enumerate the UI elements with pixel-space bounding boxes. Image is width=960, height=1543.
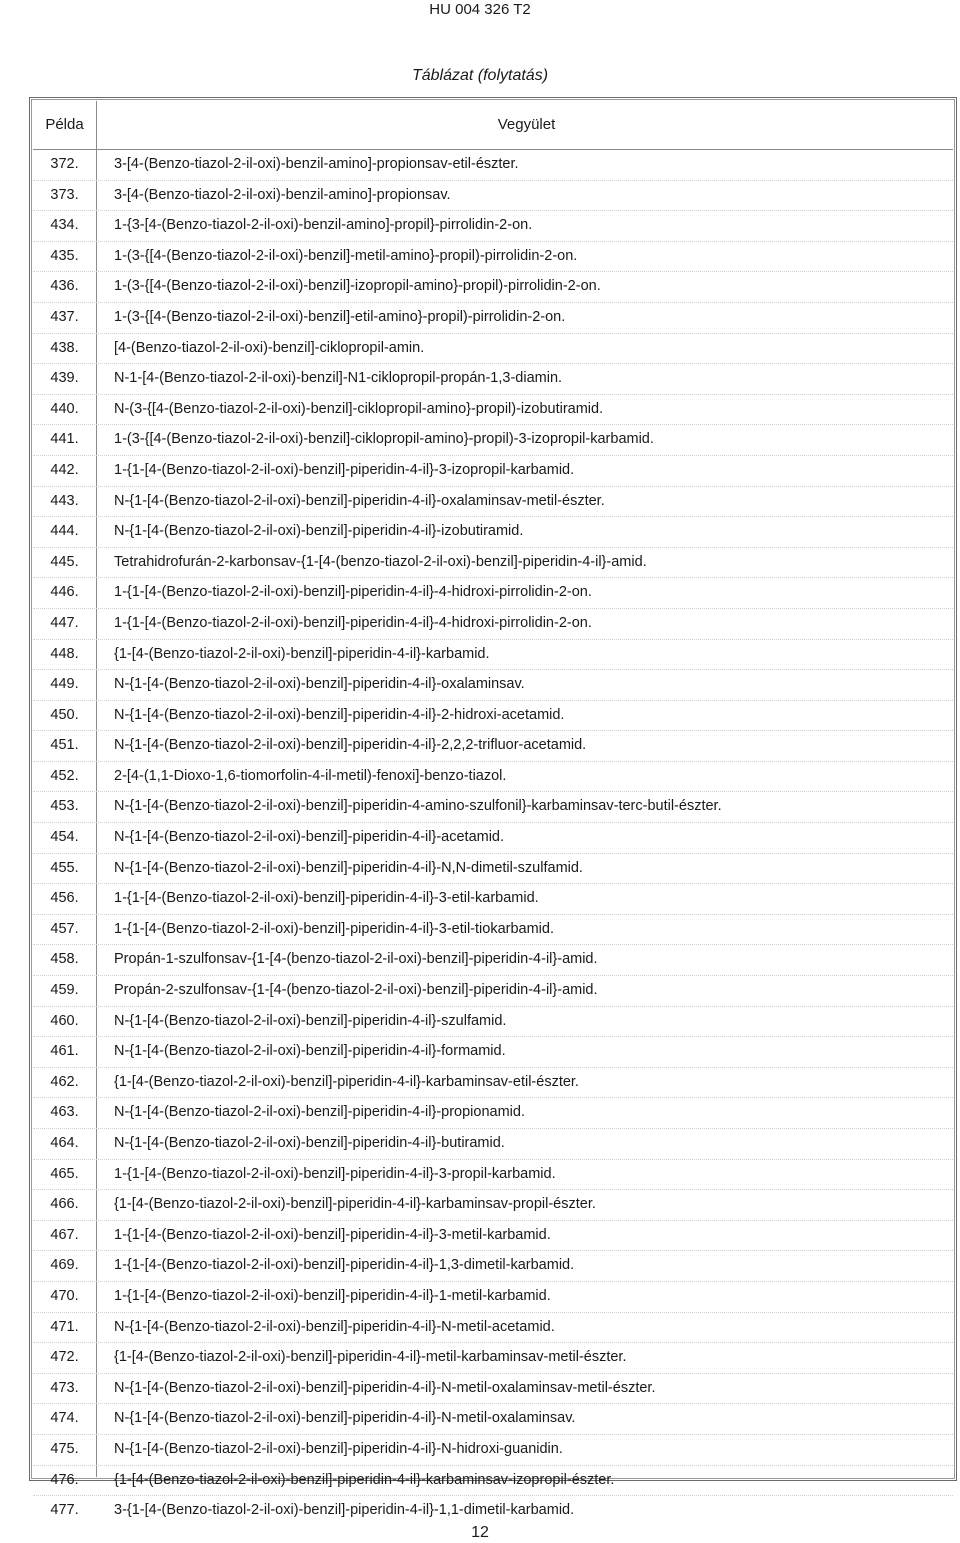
compound-name: 1-{3-[4-(Benzo-tiazol-2-il-oxi)-benzil-amino]-propil}-pirrolidin-2-on.: [114, 217, 533, 234]
example-number: 469.: [50, 1257, 79, 1274]
compound-name: 1-(3-{[4-(Benzo-tiazol-2-il-oxi)-benzil]-etil-amino}-propil)-pirrolidin-2-on.: [114, 308, 566, 325]
example-number: 458.: [50, 951, 79, 968]
example-number: 443.: [50, 492, 79, 509]
example-number: 438.: [50, 339, 79, 356]
example-number: 460.: [50, 1012, 79, 1029]
table-header-row: [33, 101, 953, 148]
example-number: 462.: [50, 1073, 79, 1090]
table-row: [33, 241, 953, 272]
example-number: 476.: [50, 1471, 79, 1488]
example-number: 372.: [50, 156, 79, 172]
table-row: [33, 486, 953, 517]
compound-name: N-{1-[4-(Benzo-tiazol-2-il-oxi)-benzil]-piperidin-4-il}-N-metil-acetamid.: [114, 1318, 555, 1335]
table-row: [33, 516, 953, 547]
table-row: [33, 1373, 953, 1404]
compound-name: 3-[4-(Benzo-tiazol-2-il-oxi)-benzil-amino]-propionsav-etil-észter.: [114, 156, 519, 172]
example-number: 448.: [50, 645, 79, 662]
table-row: [33, 1465, 953, 1496]
example-number: 457.: [50, 920, 79, 937]
compound-name: N-{1-[4-(Benzo-tiazol-2-il-oxi)-benzil]-piperidin-4-il}-formamid.: [114, 1043, 506, 1060]
example-number: 474.: [50, 1410, 79, 1427]
table-caption: Táblázat (folytatás): [411, 67, 549, 84]
table-row: [33, 1434, 953, 1465]
compound-name: N-{1-[4-(Benzo-tiazol-2-il-oxi)-benzil]-piperidin-4-il}-N-metil-oxalaminsav-metil-észter.: [114, 1379, 656, 1396]
example-number: 475.: [50, 1440, 79, 1457]
compound-name: N-{1-[4-(Benzo-tiazol-2-il-oxi)-benzil]-piperidin-4-il}-N-metil-oxalaminsav.: [114, 1410, 576, 1427]
table-row: [33, 1097, 953, 1128]
compound-name: 1-(3-{[4-(Benzo-tiazol-2-il-oxi)-benzil]-ciklopropil-amino}-propil)-3-izopropil-karbamid.: [114, 431, 654, 448]
table-row: [33, 394, 953, 425]
example-number: 435.: [50, 247, 79, 264]
compound-name: 1-{1-[4-(Benzo-tiazol-2-il-oxi)-benzil]-piperidin-4-il}-4-hidroxi-pirrolidin-2-on.: [114, 584, 592, 601]
compound-name: {1-[4-(Benzo-tiazol-2-il-oxi)-benzil]-piperidin-4-il}-karbamid.: [114, 645, 490, 662]
table-row: [33, 455, 953, 486]
example-number: 445.: [50, 553, 79, 570]
compound-name: 1-{1-[4-(Benzo-tiazol-2-il-oxi)-benzil]-piperidin-4-il}-3-propil-karbamid.: [114, 1165, 556, 1182]
example-number: 440.: [50, 400, 79, 417]
table-row: [33, 700, 953, 731]
example-number: 450.: [50, 706, 79, 723]
example-number: 467.: [50, 1226, 79, 1243]
compound-name: {1-[4-(Benzo-tiazol-2-il-oxi)-benzil]-piperidin-4-il}-karbaminsav-izopropil-észter.: [114, 1471, 615, 1488]
compound-table: [29, 97, 957, 1519]
table-row: [33, 608, 953, 639]
compound-name: 1-(3-{[4-(Benzo-tiazol-2-il-oxi)-benzil]-izopropil-amino}-propil)-pirrolidin-2-on.: [114, 278, 601, 295]
table-row: [33, 1281, 953, 1312]
table-row: [33, 1403, 953, 1434]
table-row: [33, 271, 953, 302]
compound-name: N-{1-[4-(Benzo-tiazol-2-il-oxi)-benzil]-piperidin-4-il}-acetamid.: [114, 829, 505, 846]
compound-name: N-{1-[4-(Benzo-tiazol-2-il-oxi)-benzil]-piperidin-4-il}-N,N-dimetil-szulfamid.: [114, 859, 583, 876]
table-row: [33, 883, 953, 914]
compound-name: Propán-1-szulfonsav-{1-[4-(benzo-tiazol-2-il-oxi)-benzil]-piperidin-4-il}-amid.: [114, 951, 598, 968]
example-number: 459.: [50, 982, 79, 999]
table-row: [33, 1189, 953, 1220]
example-number: 442.: [50, 461, 79, 478]
compound-name: 2-[4-(1,1-Dioxo-1,6-tiomorfolin-4-il-metil)-fenoxi]-benzo-tiazol.: [114, 767, 507, 784]
table-row: [33, 761, 953, 792]
compound-name: N-{1-[4-(Benzo-tiazol-2-il-oxi)-benzil]-piperidin-4-il}-szulfamid.: [114, 1012, 507, 1029]
example-number: 452.: [50, 767, 79, 784]
table-row: [33, 424, 953, 455]
table-row: [33, 150, 953, 180]
table-row: [33, 791, 953, 822]
example-number: 451.: [50, 737, 79, 754]
compound-name: 1-{1-[4-(Benzo-tiazol-2-il-oxi)-benzil]-piperidin-4-il}-4-hidroxi-pirrolidin-2-on.: [114, 614, 592, 631]
example-number: 464.: [50, 1135, 79, 1151]
example-number: 439.: [50, 370, 79, 387]
compound-name: {1-[4-(Benzo-tiazol-2-il-oxi)-benzil]-piperidin-4-il}-karbaminsav-propil-észter.: [114, 1196, 596, 1213]
table-row: [33, 1159, 953, 1190]
example-number: 447.: [50, 614, 79, 631]
table-row: [33, 1342, 953, 1373]
compound-name: [4-(Benzo-tiazol-2-il-oxi)-benzil]-ciklopropil-amin.: [114, 339, 425, 356]
compound-name: N-(3-{[4-(Benzo-tiazol-2-il-oxi)-benzil]-ciklopropil-amino}-propil)-izobutiramid.: [114, 400, 604, 417]
example-number: 373.: [50, 186, 79, 203]
compound-name: N-1-[4-(Benzo-tiazol-2-il-oxi)-benzil]-N1-ciklopropil-propán-1,3-diamin.: [114, 370, 563, 387]
compound-name: Propán-2-szulfonsav-{1-[4-(benzo-tiazol-2-il-oxi)-benzil]-piperidin-4-il}-amid.: [114, 982, 598, 999]
example-number: 466.: [50, 1196, 79, 1213]
compound-name: 3-[4-(Benzo-tiazol-2-il-oxi)-benzil-amino]-propionsav.: [114, 186, 451, 203]
example-number: 465.: [50, 1165, 79, 1182]
example-number: 454.: [50, 829, 79, 846]
table-row: [33, 639, 953, 670]
table-row: [33, 853, 953, 884]
table-row: [33, 1312, 953, 1343]
compound-name: {1-[4-(Benzo-tiazol-2-il-oxi)-benzil]-piperidin-4-il}-karbaminsav-etil-észter.: [114, 1073, 579, 1090]
table-row: [33, 577, 953, 608]
compound-name: N-{1-[4-(Benzo-tiazol-2-il-oxi)-benzil]-piperidin-4-il}-2-hidroxi-acetamid.: [114, 706, 565, 723]
example-number: 453.: [50, 798, 79, 815]
table-row: [33, 822, 953, 853]
example-number: 441.: [50, 431, 79, 448]
example-number: 449.: [50, 676, 79, 693]
example-number: 437.: [50, 308, 79, 325]
example-number: 436.: [50, 278, 79, 295]
compound-name: 1-{1-[4-(Benzo-tiazol-2-il-oxi)-benzil]-piperidin-4-il}-3-izopropil-karbamid.: [114, 461, 575, 478]
example-number: 471.: [50, 1318, 79, 1335]
table-row: [33, 944, 953, 975]
example-number: 470.: [50, 1287, 79, 1304]
example-number: 456.: [50, 890, 79, 907]
table-row: [33, 975, 953, 1006]
compound-name: 1-{1-[4-(Benzo-tiazol-2-il-oxi)-benzil]-piperidin-4-il}-1,3-dimetil-karbamid.: [114, 1257, 575, 1274]
compound-name: N-{1-[4-(Benzo-tiazol-2-il-oxi)-benzil]-piperidin-4-il}-izobutiramid.: [114, 523, 524, 540]
table-row: [33, 1036, 953, 1067]
compound-name: 3-{1-[4-(Benzo-tiazol-2-il-oxi)-benzil]-piperidin-4-il}-1,1-dimetil-karbamid.: [114, 1502, 575, 1519]
table-row: [33, 547, 953, 578]
table-row: [33, 914, 953, 945]
table-row: [33, 302, 953, 333]
table-row: [33, 210, 953, 241]
table-row: [33, 333, 953, 364]
example-number: 455.: [50, 859, 79, 876]
table-row: [33, 1495, 953, 1526]
column-header-compound: Vegyület: [497, 116, 556, 133]
compound-name: N-{1-[4-(Benzo-tiazol-2-il-oxi)-benzil]-piperidin-4-il}-N-hidroxi-guanidin.: [114, 1440, 563, 1457]
table-row: [33, 1128, 953, 1159]
example-number: 461.: [50, 1043, 79, 1060]
table-row: [33, 1006, 953, 1037]
compound-name: 1-(3-{[4-(Benzo-tiazol-2-il-oxi)-benzil]-metil-amino}-propil)-pirrolidin-2-on.: [114, 247, 578, 264]
table-row: [33, 1220, 953, 1251]
column-header-example: Példa: [45, 116, 84, 133]
compound-name: N-{1-[4-(Benzo-tiazol-2-il-oxi)-benzil]-piperidin-4-il}-butiramid.: [114, 1135, 505, 1151]
example-number: 434.: [50, 217, 79, 234]
compound-name: 1-{1-[4-(Benzo-tiazol-2-il-oxi)-benzil]-piperidin-4-il}-3-metil-karbamid.: [114, 1226, 551, 1243]
table-row: [33, 1250, 953, 1281]
table-row: [33, 669, 953, 700]
compound-name: {1-[4-(Benzo-tiazol-2-il-oxi)-benzil]-piperidin-4-il}-metil-karbaminsav-metil-észter.: [114, 1349, 627, 1366]
compound-name: 1-{1-[4-(Benzo-tiazol-2-il-oxi)-benzil]-piperidin-4-il}-3-etil-karbamid.: [114, 890, 539, 907]
compound-name: Tetrahidrofurán-2-karbonsav-{1-[4-(benzo-tiazol-2-il-oxi)-benzil]-piperidin-4-il}-amid.: [114, 553, 647, 570]
table-row: [33, 730, 953, 761]
table-row: [33, 363, 953, 394]
table-row: [33, 1067, 953, 1098]
compound-name: N-{1-[4-(Benzo-tiazol-2-il-oxi)-benzil]-piperidin-4-il}-propionamid.: [114, 1104, 525, 1121]
compound-name: 1-{1-[4-(Benzo-tiazol-2-il-oxi)-benzil]-piperidin-4-il}-3-etil-tiokarbamid.: [114, 920, 554, 937]
example-number: 472.: [50, 1349, 79, 1366]
example-number: 463.: [50, 1104, 79, 1121]
table-row: [33, 180, 953, 211]
compound-name: N-{1-[4-(Benzo-tiazol-2-il-oxi)-benzil]-piperidin-4-amino-szulfonil}-karbaminsav-terc-butil-észter.: [114, 798, 722, 815]
example-number: 477.: [50, 1502, 79, 1519]
compound-name: 1-{1-[4-(Benzo-tiazol-2-il-oxi)-benzil]-piperidin-4-il}-1-metil-karbamid.: [114, 1287, 551, 1304]
table-body: [33, 150, 953, 1526]
compound-name: N-{1-[4-(Benzo-tiazol-2-il-oxi)-benzil]-piperidin-4-il}-2,2,2-trifluor-acetamid.: [114, 737, 587, 754]
compound-name: N-{1-[4-(Benzo-tiazol-2-il-oxi)-benzil]-piperidin-4-il}-oxalaminsav.: [114, 676, 525, 693]
example-number: 444.: [50, 523, 79, 540]
example-number: 446.: [50, 584, 79, 601]
example-number: 473.: [50, 1379, 79, 1396]
patent-header: HU 004 326 T2: [429, 1, 531, 18]
page-number: 12: [471, 1524, 489, 1541]
compound-name: N-{1-[4-(Benzo-tiazol-2-il-oxi)-benzil]-piperidin-4-il}-oxalaminsav-metil-észter.: [114, 492, 605, 509]
